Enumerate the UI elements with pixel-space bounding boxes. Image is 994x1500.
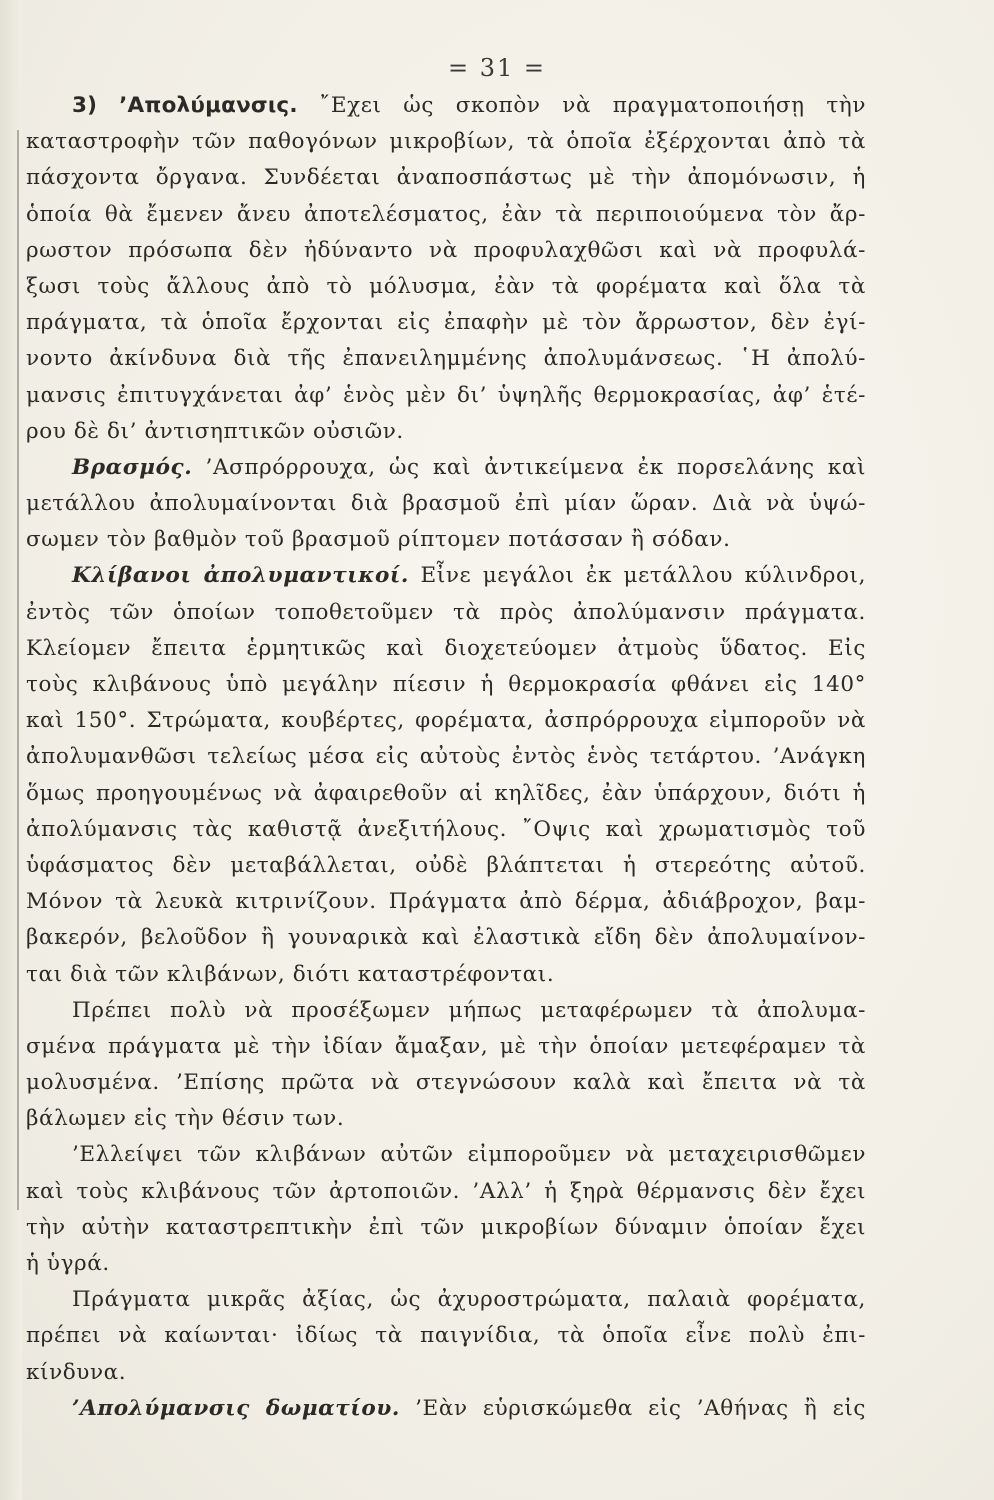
line-text: σωμεν τὸν βαθμὸν τοῦ βρασμοῦ ρίπτομεν ποτάσσαν ἢ σόδαν. xyxy=(26,527,731,553)
line-text: ῎Εχει ὡς σκοπὸν νὰ πραγματοποιήσῃ τὴν xyxy=(297,93,866,118)
run-in-heading: ’Απολύμανσις δωματίου. xyxy=(72,1395,400,1421)
line-text: κίνδυνα. xyxy=(26,1359,127,1385)
text-line xyxy=(26,1210,866,1246)
text-line xyxy=(26,486,866,522)
text-line xyxy=(26,414,866,450)
line-text: ὅμως προηγουμένως νὰ ἀφαιρεθοῦν αἱ κηλῖδες, ἐὰν ὑπάρχουν, διότι ἡ xyxy=(26,780,866,806)
text-line xyxy=(26,378,866,414)
text-line xyxy=(26,1391,866,1427)
line-text: ρωστον πρόσωπα δὲν ἠδύναντο νὰ προφυλαχθῶσι καὶ νὰ προφυλά- xyxy=(26,237,866,263)
line-text: Εἶνε μεγάλοι ἐκ μετάλλου κύλινδροι, xyxy=(409,563,866,589)
line-text: ξωσι τοὺς ἄλλους ἀπὸ τὸ μόλυσμα, ἐὰν τὰ φορέματα καὶ ὅλα τὰ xyxy=(26,273,866,299)
text-line xyxy=(26,1318,866,1354)
line-text: μετάλλου ἀπολυμαίνονται διὰ βρασμοῦ ἐπὶ μίαν ὥραν. Διὰ νὰ ὑψώ- xyxy=(26,491,866,517)
line-text: μανσις ἐπιτυγχάνεται ἀφ’ ἑνὸς μὲν δι’ ὑψηλῆς θερμοκρασίας, ἀφ’ ἑτέ- xyxy=(26,382,866,408)
line-text: ’Ελλείψει τῶν κλιβάνων αὐτῶν εἰμποροῦμεν νὰ μεταχειρισθῶμεν xyxy=(72,1142,866,1168)
text-line xyxy=(26,1029,866,1065)
text-line xyxy=(26,305,866,341)
page-number: = 31 = xyxy=(447,54,546,82)
line-text: ἡ ὑγρά. xyxy=(26,1251,110,1276)
run-in-heading: Κλίβανοι ἀπολυμαντικοί. xyxy=(72,563,410,589)
text-line xyxy=(26,233,866,269)
line-text: ἐντὸς τῶν ὁποίων τοποθετοῦμεν τὰ πρὸς ἀπολύμανσιν πράγματα. xyxy=(26,599,866,625)
run-in-heading: 3) ’Απολύμανσις. xyxy=(72,93,298,118)
text-line xyxy=(26,1065,866,1101)
text-line xyxy=(26,160,866,196)
text-line xyxy=(26,1137,866,1173)
text-line xyxy=(26,739,866,775)
line-text: Κλείομεν ἔπειτα ἑρμητικῶς καὶ διοχετεύομεν ἀτμοὺς ὕδατος. Εἰς xyxy=(26,635,866,661)
line-text: Μόνον τὰ λευκὰ κιτρινίζουν. Πράγματα ἀπὸ δέρμα, ἀδιάβροχον, βαμ- xyxy=(26,889,866,915)
line-text: βάλωμεν εἰς τὴν θέσιν των. xyxy=(26,1106,345,1132)
text-line xyxy=(26,993,866,1029)
binding-line xyxy=(17,130,19,1210)
line-text: τὴν αὐτὴν καταστρεπτικὴν ἐπὶ τῶν μικροβίων δύναμιν ὁποίαν ἔχει xyxy=(26,1214,866,1240)
text-line xyxy=(26,703,866,739)
line-text: ἀπολυμανθῶσι τελείως μέσα εἰς αὐτοὺς ἐντὸς ἑνὸς τετάρτου. ’Ανάγκη xyxy=(26,744,866,770)
line-text: ὑφάσματος δὲν μεταβάλλεται, οὐδὲ βλάπτεται ἡ στερεότης αὐτοῦ. xyxy=(26,852,866,878)
text-line xyxy=(26,1101,866,1137)
text-line xyxy=(26,812,866,848)
line-text: νοντο ἀκίνδυνα διὰ τῆς ἐπανειλημμένης ἀπολυμάνσεως. ῾Η ἀπολύ- xyxy=(26,346,866,372)
line-text: Πράγματα μικρᾶς ἀξίας, ὡς ἀχυροστρώματα, παλαιὰ φορέματα, xyxy=(72,1287,866,1313)
line-text: ται διὰ τῶν κλιβάνων, διότι καταστρέφονται. xyxy=(26,961,555,987)
line-text: ’Εὰν εὑρισκώμεθα εἰς ’Αθήνας ἢ εἰς xyxy=(399,1395,866,1421)
line-text: πράγματα, τὰ ὁποῖα ἔρχονται εἰς ἐπαφὴν μὲ τὸν ἄρρωστον, δὲν ἐγί- xyxy=(26,310,866,336)
line-text: πρέπει νὰ καίωνται· ἰδίως τὰ παιγνίδια, τὰ ὁποῖα εἶνε πολὺ ἐπι- xyxy=(26,1323,866,1349)
text-line xyxy=(26,776,866,812)
line-text: τοὺς κλιβάνους ὑπὸ μεγάλην πίεσιν ἡ θερμοκρασία φθάνει εἰς 140° xyxy=(26,672,866,697)
text-line xyxy=(26,124,866,160)
text-line xyxy=(26,450,866,486)
line-text: ρου δὲ δι’ ἀντισηπτικῶν οὐσιῶν. xyxy=(26,418,404,444)
text-line xyxy=(26,341,866,377)
line-text: βακερόν, βελοῦδον ἢ γουναρικὰ καὶ ἐλαστικὰ εἴδη δὲν ἀπολυμαίνον- xyxy=(26,925,866,951)
run-in-heading: Βρασμός. xyxy=(72,454,193,480)
text-line xyxy=(26,957,866,993)
line-text: Πρέπει πολὺ νὰ προσέξωμεν μήπως μεταφέρωμεν τὰ ἀπολυμα- xyxy=(72,997,866,1023)
text-line xyxy=(26,1246,866,1282)
text-line xyxy=(26,848,866,884)
text-line xyxy=(26,522,866,558)
line-text: ἀπολύμανσις τὰς καθιστᾷ ἀνεξιτήλους. ῎Οψις καὶ χρωματισμὸς τοῦ xyxy=(26,816,866,842)
body-text xyxy=(26,88,866,1427)
line-text: καταστροφὴν τῶν παθογόνων μικροβίων, τὰ ὁποῖα ἐξέρχονται ἀπὸ τὰ xyxy=(26,129,866,155)
text-line xyxy=(26,667,866,703)
text-line xyxy=(26,1282,866,1318)
text-line xyxy=(26,558,866,594)
line-text: πάσχοντα ὄργανα. Συνδέεται ἀναποσπάστως μὲ τὴν ἀπομόνωσιν, ἡ xyxy=(26,165,866,191)
text-line xyxy=(26,595,866,631)
line-text: ὁποία θὰ ἔμενεν ἄνευ ἀποτελέσματος, ἐὰν τὰ περιποιούμενα τὸν ἄρ- xyxy=(26,201,866,227)
line-text: σμένα πράγματα μὲ τὴν ἰδίαν ἄμαξαν, μὲ τὴν ὁποίαν μετεφέραμεν τὰ xyxy=(26,1033,866,1059)
text-line xyxy=(26,631,866,667)
text-line xyxy=(26,884,866,920)
line-text: μολυσμένα. ’Επίσης πρῶτα νὰ στεγνώσουν καλὰ καὶ ἔπειτα νὰ τὰ xyxy=(26,1070,866,1096)
line-text: καὶ τοὺς κλιβάνους τῶν ἀρτοποιῶν. ’Αλλ’ ἡ ξηρὰ θέρμανσις δὲν ἔχει xyxy=(26,1178,866,1204)
text-line xyxy=(26,920,866,956)
line-text: καὶ 150°. Στρώματα, κουβέρτες, φορέματα, ἀσπρόρρουχα εἰμποροῦν νὰ xyxy=(26,708,866,734)
line-text: ’Ασπρόρρουχα, ὡς καὶ ἀντικείμενα ἐκ πορσελάνης καὶ xyxy=(192,454,866,480)
text-line xyxy=(26,88,866,124)
text-line xyxy=(26,269,866,305)
text-line xyxy=(26,1174,866,1210)
text-line xyxy=(26,197,866,233)
text-line xyxy=(26,1355,866,1391)
